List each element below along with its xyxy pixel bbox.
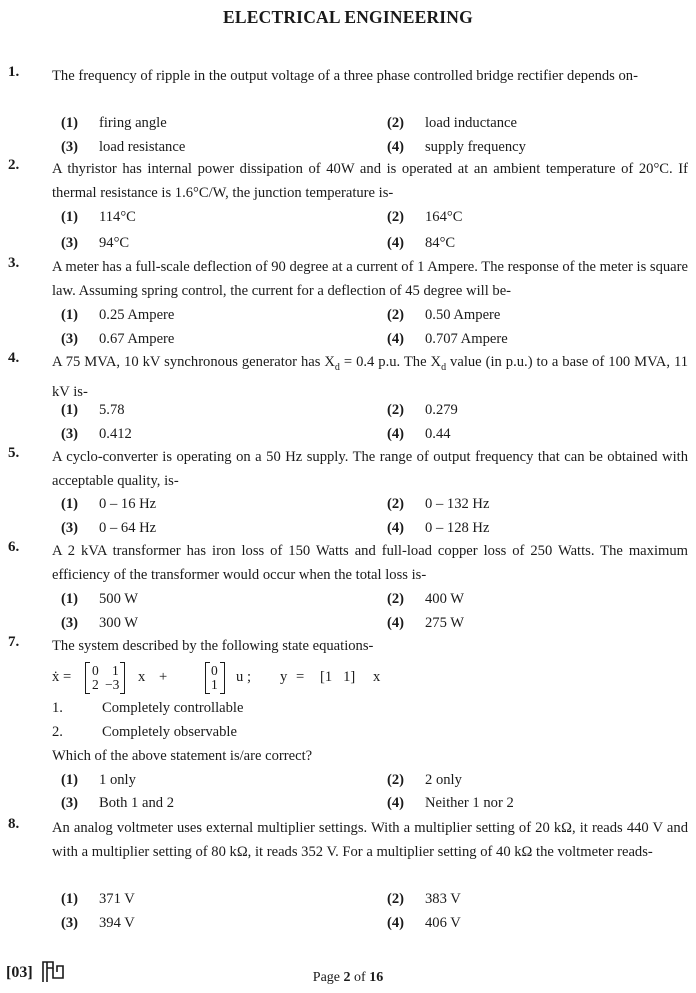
option-4[interactable]	[387, 231, 455, 255]
option-1[interactable]	[61, 768, 136, 792]
option-4[interactable]	[387, 911, 461, 935]
option-number: (2)	[387, 891, 405, 907]
option-text: 0 – 64 Hz	[99, 520, 157, 536]
option-1[interactable]	[61, 398, 125, 422]
question-number: 3.	[8, 255, 20, 271]
option-number: (4)	[387, 426, 405, 442]
option-number: (1)	[61, 591, 79, 607]
option-number: (3)	[61, 615, 79, 631]
question-text: A 75 MVA, 10 kV synchronous generator has $X_d = 0.4$ p.u. The $X_d$ value (in p.u.) to a base of 100 MVA, 11 kV is-	[52, 354, 689, 400]
option-text: 0.707 Ampere	[425, 331, 508, 347]
question-number: 7.	[8, 634, 20, 650]
question-number: 4.	[8, 350, 20, 366]
option-2[interactable]	[387, 587, 464, 611]
option-4[interactable]	[387, 327, 508, 351]
option-text: 5.78	[99, 402, 125, 418]
equals-sign: =	[296, 669, 305, 685]
option-text: 0.50 Ampere	[425, 307, 501, 323]
option-number: (2)	[387, 402, 405, 418]
option-text: Neither 1 nor 2	[425, 795, 514, 811]
question-text: A cyclo-converter is operating on a 50 Hz supply. The range of output frequency that can be obtained with acceptable quality, is-	[52, 449, 688, 489]
matrix-c: [1 1]	[320, 669, 356, 685]
question-number: 8.	[8, 816, 20, 832]
option-2[interactable]	[387, 887, 461, 911]
option-text: 94°C	[99, 235, 130, 251]
option-number: (2)	[387, 209, 405, 225]
option-number: (2)	[387, 307, 405, 323]
option-1[interactable]	[61, 303, 174, 327]
question-text: A meter has a full-scale deflection of 90 degree at a current of 1 Ampere. The response of the meter is square law. Assuming spring control, the current for a deflection of 45 degree will be-	[52, 259, 688, 299]
question-number: 1.	[8, 64, 20, 80]
matrix-b: 0 1	[205, 661, 225, 693]
option-number: (2)	[387, 115, 405, 131]
option-4[interactable]	[387, 791, 514, 815]
equation-lhs: ẋ =	[52, 669, 72, 685]
option-number: (1)	[61, 209, 79, 225]
option-1[interactable]	[61, 587, 138, 611]
option-text: 84°C	[425, 235, 456, 251]
option-text: 0 – 16 Hz	[99, 496, 157, 512]
option-2[interactable]	[387, 111, 517, 135]
option-number: (4)	[387, 331, 405, 347]
option-text: 0.412	[99, 426, 132, 442]
option-number: (2)	[387, 772, 405, 788]
option-text: 2 only	[425, 772, 462, 788]
option-number: (4)	[387, 915, 405, 931]
option-number: (3)	[61, 426, 79, 442]
option-4[interactable]	[387, 135, 526, 159]
question-prompt: Which of the above statement is/are correct?	[52, 748, 313, 764]
option-2[interactable]	[387, 398, 458, 422]
option-1[interactable]	[61, 887, 135, 911]
option-text: 0.25 Ampere	[99, 307, 175, 323]
option-text: firing angle	[99, 115, 167, 131]
question-text: The system described by the following state equations-	[52, 638, 374, 654]
option-number: (4)	[387, 520, 405, 536]
option-text: Both 1 and 2	[99, 795, 174, 811]
plus-sign: +	[159, 669, 168, 685]
option-1[interactable]	[61, 492, 156, 516]
option-2[interactable]	[387, 303, 500, 327]
option-3[interactable]	[61, 327, 174, 351]
state-variable: x	[138, 669, 146, 685]
option-text: 275 W	[425, 615, 465, 631]
option-text: 0 – 132 Hz	[425, 496, 490, 512]
question-text: A 2 kVA transformer has iron loss of 150 Watts and full-load copper loss of 250 Watts. The maximum efficiency of the transformer would occur when the total loss is-	[52, 543, 688, 583]
option-text: 400 W	[425, 591, 465, 607]
option-number: (3)	[61, 139, 79, 155]
option-text: 1 only	[99, 772, 136, 788]
paper-code: [03]	[6, 964, 33, 981]
option-number: (3)	[61, 795, 79, 811]
option-3[interactable]	[61, 135, 185, 159]
option-text: 114°C	[99, 209, 136, 225]
option-3[interactable]	[61, 911, 135, 935]
option-3[interactable]	[61, 516, 156, 540]
option-text: 371 V	[99, 891, 135, 907]
option-1[interactable]	[61, 205, 136, 229]
option-text: 406 V	[425, 915, 461, 931]
question-text: The frequency of ripple in the output voltage of a three phase controlled bridge rectifier depends on-	[52, 68, 638, 84]
option-number: (1)	[61, 496, 79, 512]
option-number: (4)	[387, 795, 405, 811]
output-variable: y	[280, 669, 288, 685]
state-equation	[52, 660, 412, 694]
option-number: (3)	[61, 915, 79, 931]
matrix-a: 0 1 2 −3	[85, 661, 125, 693]
option-3[interactable]	[61, 231, 129, 255]
option-text: 0.279	[425, 402, 458, 418]
option-3[interactable]	[61, 422, 132, 446]
option-number: (4)	[387, 139, 405, 155]
state-variable: x	[373, 669, 381, 685]
option-number: (1)	[61, 891, 79, 907]
option-4[interactable]	[387, 516, 489, 540]
option-number: (2)	[387, 591, 405, 607]
option-number: (4)	[387, 235, 405, 251]
statement-2: 2. Completely observable	[52, 724, 237, 740]
question-number: 6.	[8, 539, 20, 555]
page-title: ELECTRICAL ENGINEERING	[223, 7, 473, 27]
option-2[interactable]	[387, 205, 462, 229]
page-number: Page 2 of 16	[312, 970, 384, 985]
option-text: load resistance	[99, 139, 186, 155]
question-number: 2.	[8, 157, 20, 173]
option-number: (1)	[61, 402, 79, 418]
option-text: 383 V	[425, 891, 461, 907]
option-text: 500 W	[99, 591, 139, 607]
option-text: 164°C	[425, 209, 463, 225]
option-number: (3)	[61, 235, 79, 251]
question-text: A thyristor has internal power dissipation of 40W and is operated at an ambient temperature of 20°C. If thermal resistance is 1.6°C/W, the junction temperature is-	[52, 161, 688, 201]
option-2[interactable]	[387, 492, 489, 516]
option-number: (2)	[387, 496, 405, 512]
option-text: supply frequency	[425, 139, 526, 155]
input-variable: u ;	[236, 669, 251, 685]
option-3[interactable]	[61, 611, 138, 635]
option-text: 0 – 128 Hz	[425, 520, 490, 536]
option-number: (3)	[61, 331, 79, 347]
option-number: (1)	[61, 115, 79, 131]
option-number: (4)	[387, 615, 405, 631]
option-text: 0.67 Ampere	[99, 331, 175, 347]
option-number: (3)	[61, 520, 79, 536]
option-4[interactable]	[387, 611, 464, 635]
question-text: An analog voltmeter uses external multiplier settings. With a multiplier setting of 20 kΩ, it reads 440 V and with a multiplier setting of 80 kΩ, it reads 352 V. For a multiplier setting of 40 kΩ the voltmeter reads-	[52, 820, 688, 860]
option-2[interactable]	[387, 768, 462, 792]
option-text: 0.44	[425, 426, 451, 442]
option-text: 300 W	[99, 615, 139, 631]
option-number: (1)	[61, 307, 79, 323]
option-text: load inductance	[425, 115, 517, 131]
question-number: 5.	[8, 445, 20, 461]
option-number: (1)	[61, 772, 79, 788]
statement-1: 1. Completely controllable	[52, 700, 244, 716]
option-text: 394 V	[99, 915, 135, 931]
option-1[interactable]	[61, 111, 167, 135]
option-3[interactable]	[61, 791, 174, 815]
option-4[interactable]	[387, 422, 451, 446]
